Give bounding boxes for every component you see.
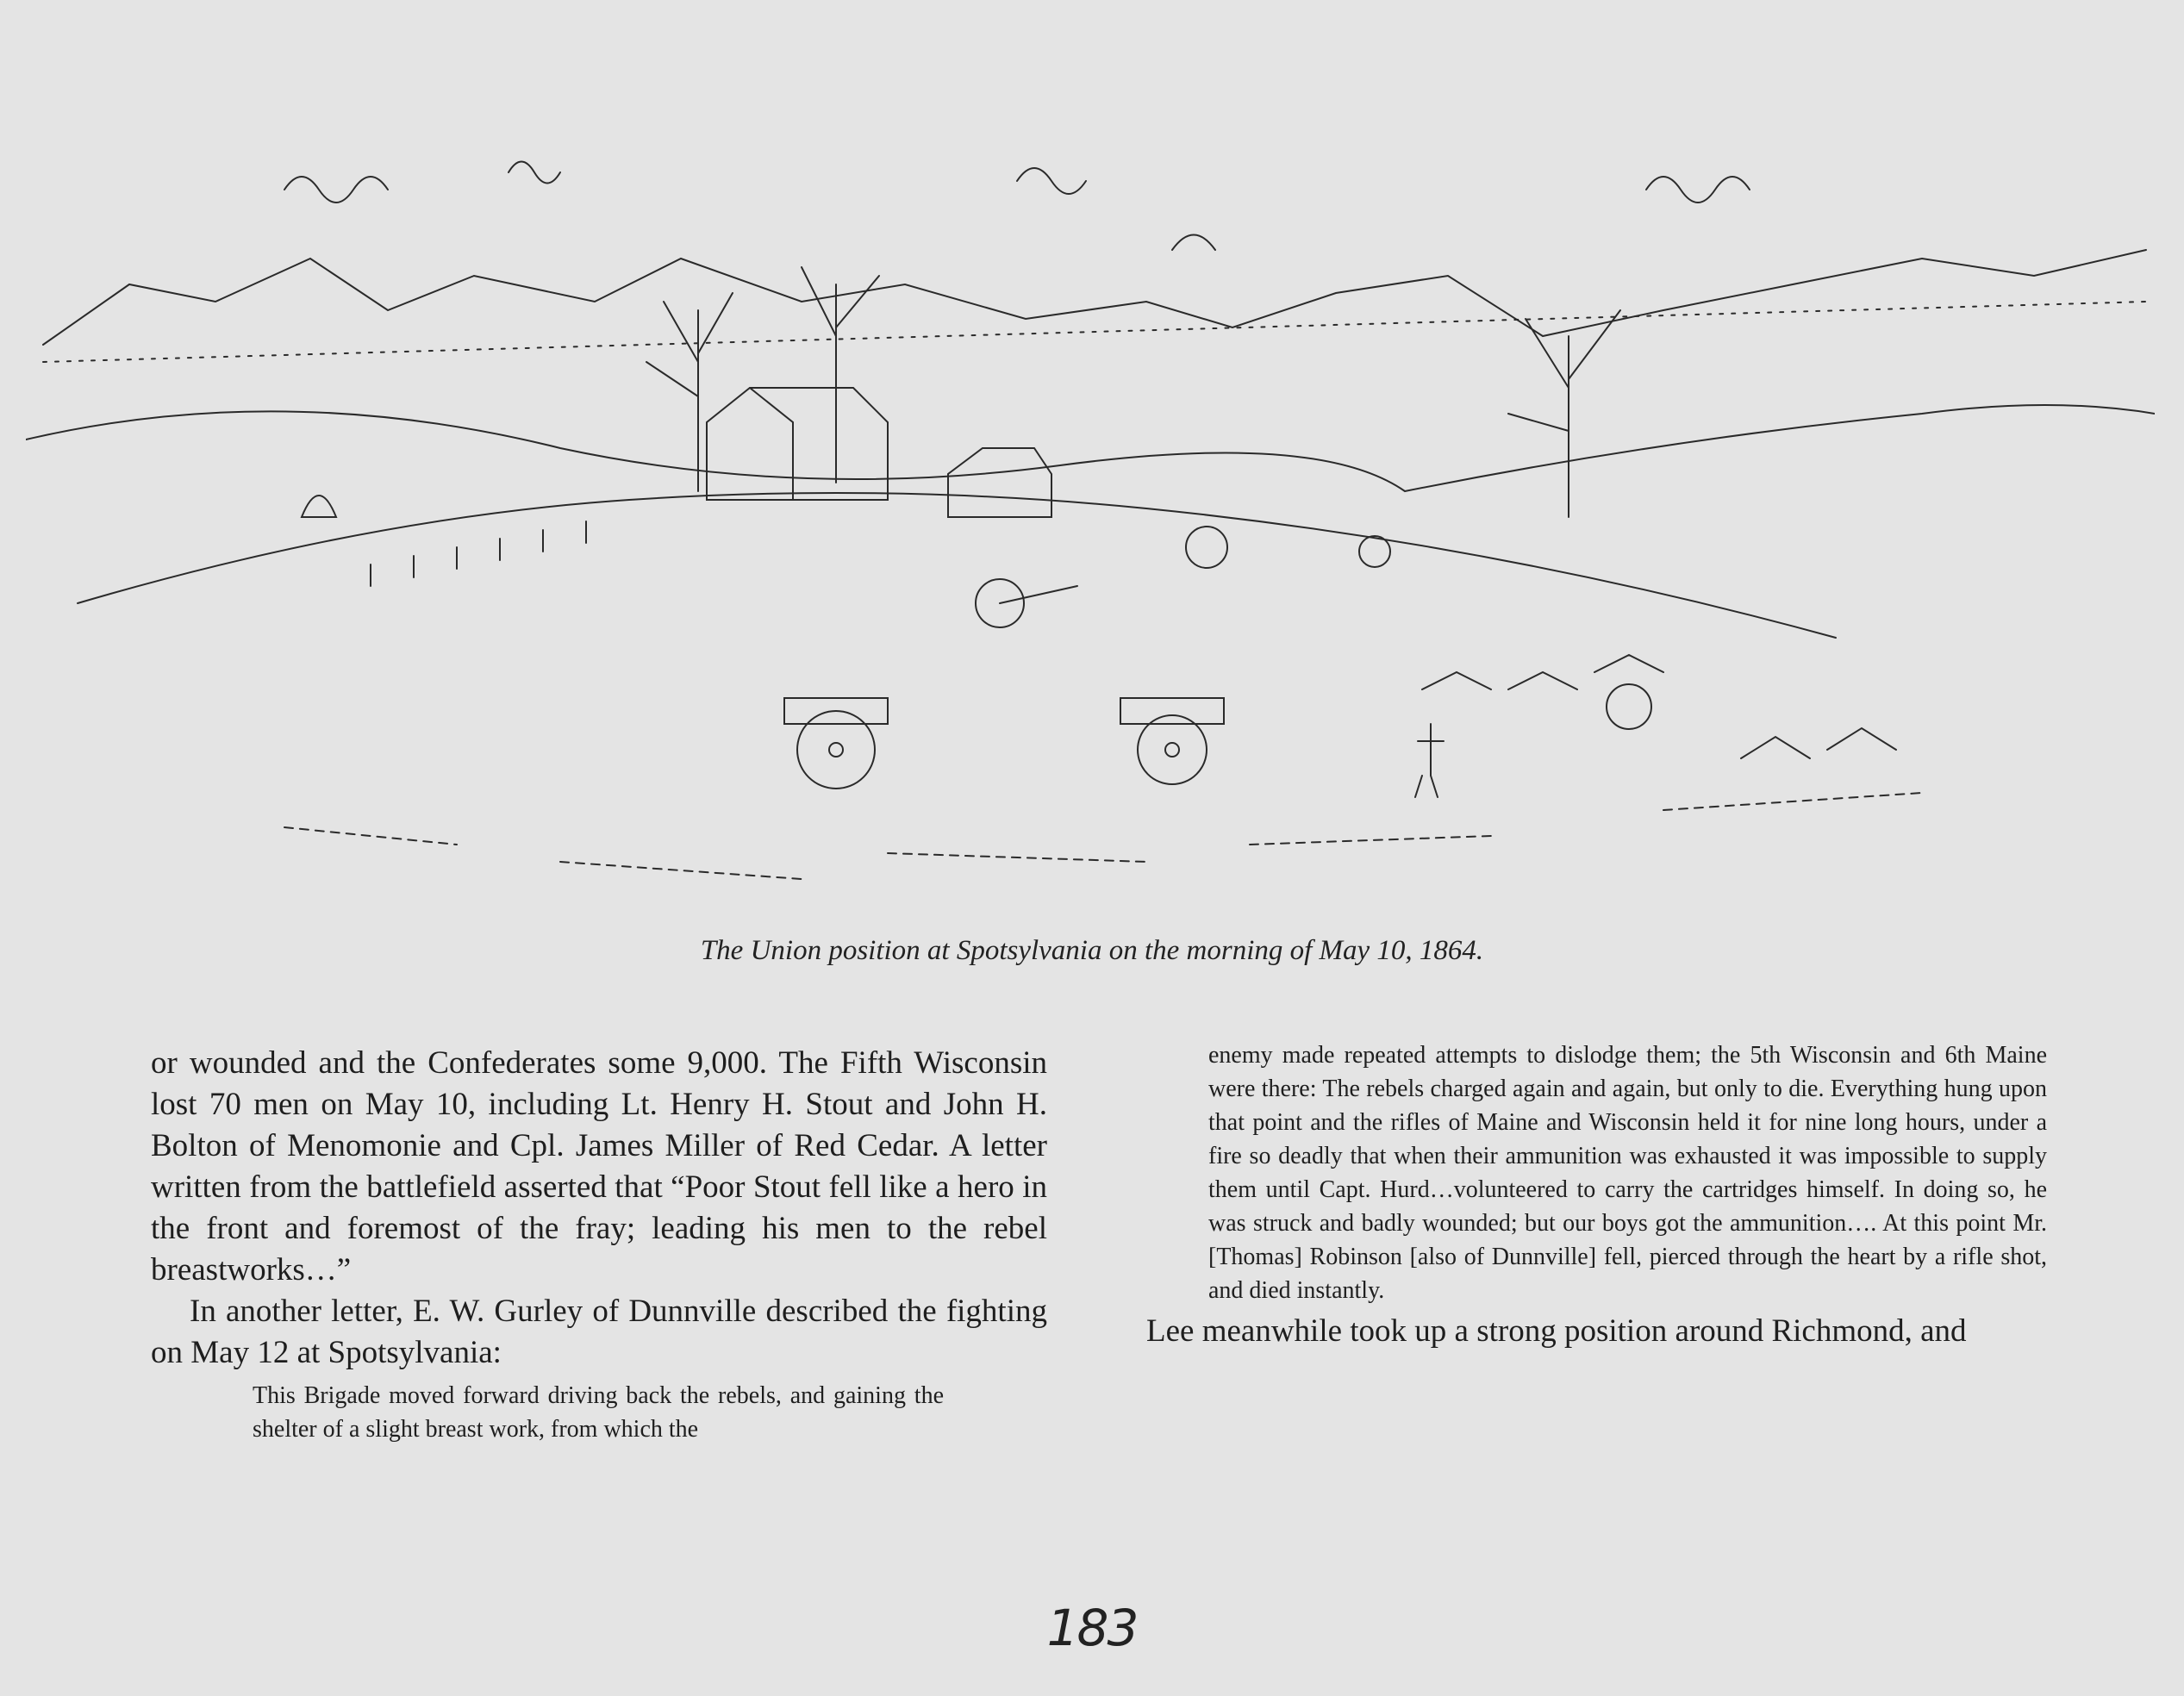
- left-paragraph-1: or wounded and the Confederates some 9,000. The Fifth Wisconsin lost 70 men on May 10, including Lt. Henry H. Stout and John H. Bolton of Menomonie and Cpl. James Miller of Red Cedar. A letter written from the battlefield asserted that “Poor Stout fell like a hero in the front and foremost of the fray; leading his men to the rebel breastworks…”: [151, 1045, 1047, 1288]
- right-paragraph: Lee meanwhile took up a strong position around Richmond, and: [1146, 1313, 1967, 1349]
- left-paragraph-2: In another letter, E. W. Gurley of Dunnville described the fighting on May 12 at Spotsylvania:: [151, 1294, 1047, 1370]
- left-column: [151, 1043, 1047, 1446]
- page-number: 183: [1046, 1599, 1138, 1657]
- left-block-quote: This Brigade moved forward driving back the rebels, and gaining the shelter of a slight breast work, from which the: [253, 1382, 944, 1443]
- right-block-quote: enemy made repeated attempts to dislodge them; the 5th Wisconsin and 6th Maine were there: The rebels charged again and again, but only to die. Everything hung upon that point and the rifles of Maine and Wisconsin held it for nine long hours, under a fire so deadly that when their ammunition was exhausted it was impossible to supply them until Capt. Hurd…volunteered to carry the cartridges himself. In doing so, he was struck and badly wounded; but our boys got the ammunition…. At this point Mr. [Thomas] Robinson [also of Dunnville] fell, pierced through the heart by a rifle shot, and died instantly.: [1208, 1042, 2047, 1304]
- battlefield-illustration: [26, 155, 2155, 905]
- right-column: [1146, 1038, 2103, 1352]
- illustration-caption: The Union position at Spotsylvania on the morning of May 10, 1864.: [700, 935, 1484, 966]
